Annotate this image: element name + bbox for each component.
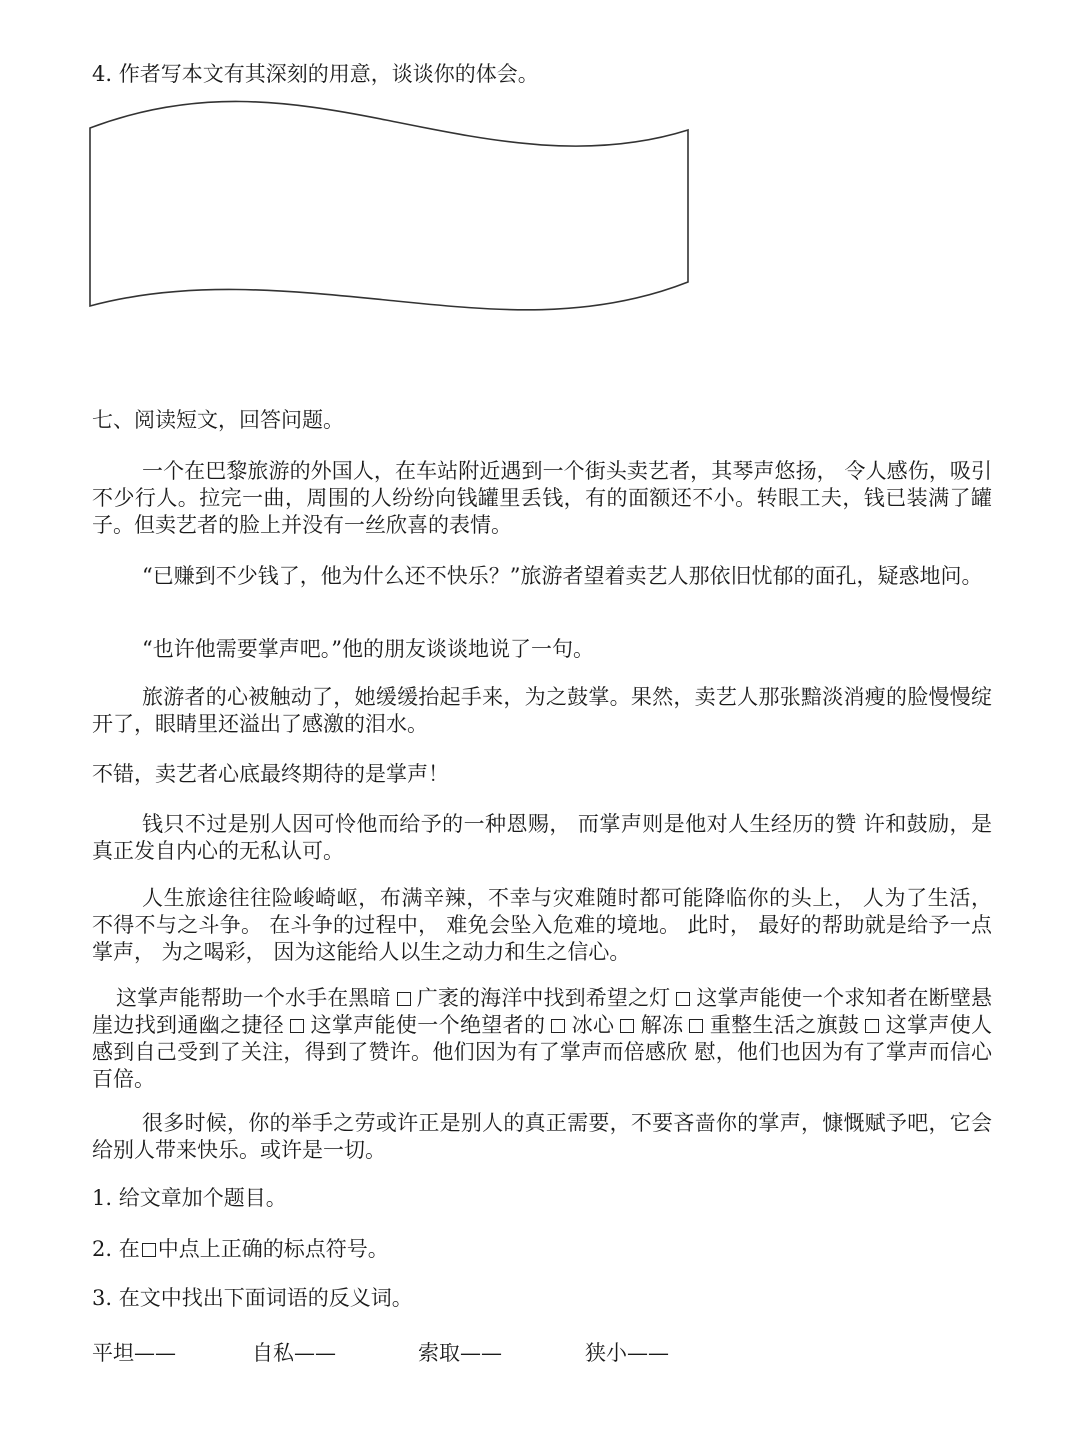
p8-segment: 解冻 (640, 1013, 684, 1037)
paragraph-8 (92, 985, 992, 1093)
box-symbol (142, 1243, 156, 1257)
punctuation-blank-box[interactable] (551, 1019, 565, 1033)
punctuation-blank-box[interactable] (290, 1019, 304, 1033)
antonym-item: 平坦—— (92, 1341, 176, 1365)
paragraph-2: “已赚到不少钱了，他为什么还不快乐？”旅游者望着卖艺人那依旧忧郁的面孔，疑惑地问。 (142, 564, 983, 588)
p8-segment: 这掌声能使一个求知者在断壁悬崖边找到通幽之捷径 (92, 986, 992, 1037)
antonym-item: 自私—— (252, 1341, 336, 1365)
paragraph-5: 不错，卖艺者心底最终期待的是掌声！ (92, 762, 449, 786)
p8-segment: 这掌声能帮助一个水手在黑暗 (116, 986, 391, 1010)
paragraph-6: 钱只不过是别人因可怜他而给予的一种恩赐， 而掌声则是他对人生经历的赞 许和鼓励，是真正发自内心的无私认可。 (92, 812, 992, 863)
antonym-item: 狭小—— (585, 1341, 669, 1365)
punctuation-blank-box[interactable] (689, 1019, 703, 1033)
punctuation-blank-box[interactable] (397, 992, 411, 1006)
p8-segment: 广袤的海洋中找到希望之灯 (416, 986, 671, 1010)
punctuation-blank-box[interactable] (676, 992, 690, 1006)
p8-segment: 这掌声能使一个绝望者的 (310, 1013, 546, 1037)
p8-segment: 重整生活之旗鼓 (709, 1013, 860, 1037)
p8-segment: 这掌声使人感到自己受到了关注，得到了赞许。他们因为有了掌声而倍感欣 慰，他们也因为有了掌声而信心百倍。 (92, 1013, 993, 1091)
question-1: 1. 给文章加个题目。 (92, 1186, 287, 1210)
punctuation-blank-box[interactable] (620, 1019, 634, 1033)
punctuation-blank-box[interactable] (865, 1019, 879, 1033)
p8-segment: 冰心 (571, 1013, 615, 1037)
paragraph-7: 人生旅途往往险峻崎岖，布满辛辣，不幸与灾难随时都可能降临你的头上， 人为了生活， 不得不与之斗争。 在斗争的过程中， 难免会坠入危难的境地。 此时， 最好的帮助就是给予一点掌声， 为之喝彩， 因为这能给人以生之动力和生之信心。 (92, 886, 992, 964)
paragraph-4: 旅游者的心被触动了，她缓缓抬起手来，为之鼓掌。果然，卖艺人那张黯淡消瘦的脸慢慢绽开了，眼睛里还溢出了感激的泪水。 (92, 685, 992, 736)
question-4: 4. 作者写本文有其深刻的用意，谈谈你的体会。 (92, 62, 539, 86)
section-title: 七、阅读短文，回答问题。 (92, 408, 344, 432)
paragraph-3: “也许他需要掌声吧。”他的朋友谈谈地说了一句。 (142, 637, 594, 661)
question-2-suffix: 中点上正确的标点符号。 (157, 1237, 389, 1261)
question-2-prefix: 2. 在 (92, 1237, 140, 1261)
question-3: 3. 在文中找出下面词语的反义词。 (92, 1286, 413, 1310)
paragraph-9: 很多时候，你的举手之劳或许正是别人的真正需要，不要吝啬你的掌声，慷慨赋予吧，它会给别人带来快乐。或许是一切。 (92, 1111, 992, 1162)
answer-banner-box (86, 100, 696, 320)
paragraph-1: 一个在巴黎旅游的外国人，在车站附近遇到一个街头卖艺者，其琴声悠扬， 令人感伤，吸引不少行人。拉完一曲，周围的人纷纷向钱罐里丢钱，有的面额还不小。转眼工夫，钱已装满了罐子。但卖艺者的脸上并没有一丝欣喜的表情。 (92, 459, 992, 537)
antonym-item: 索取—— (418, 1341, 502, 1365)
question-2 (92, 1239, 389, 1260)
